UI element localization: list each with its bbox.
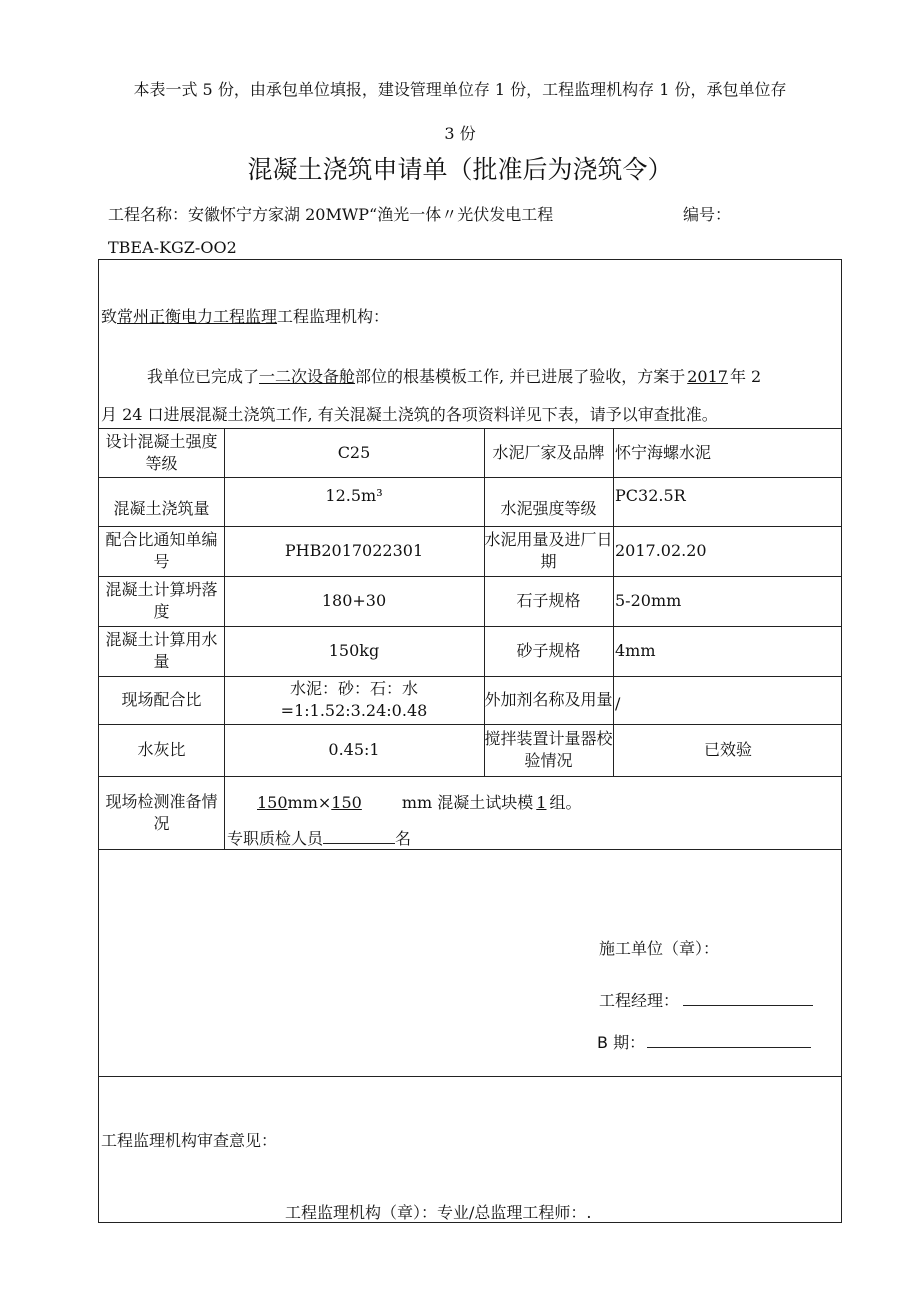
p1-text-a: 我单位已完成了 xyxy=(147,367,260,386)
review-signature-line: 工程监理机构（章）：专业/总监理工程师：. xyxy=(285,1203,592,1222)
p1-text-c: 年 2 xyxy=(729,367,762,386)
addressee-suffix: 工程监理机构： xyxy=(277,307,390,326)
project-name: 安徽怀宁方家湖 20MWP“渔光一体〃光伏发电工程 xyxy=(188,205,554,224)
value-test-block xyxy=(257,790,581,813)
distribution-note-line1: 本表一式 5 份，由承包单位填报，建设管理单位存 1 份，工程监理机构存 1 份，承包单位存 xyxy=(133,80,787,99)
value-mix-notice-no: PHB2017022301 xyxy=(284,541,424,560)
label-stone-spec: 石子规格 xyxy=(516,591,581,610)
label-water-content: 混凝土计算用水量 xyxy=(105,630,218,671)
value-pour-volume: 12.5m³ xyxy=(325,486,383,505)
label-water-cement-ratio: 水灰比 xyxy=(137,740,186,759)
value-mixer-calibration: 已效验 xyxy=(703,740,752,759)
label-mixer-calibration: 搅拌装置计量器校验情况 xyxy=(484,729,613,770)
supervisor-name: 常州正衡电力工程监理 xyxy=(117,307,278,326)
plan-year: 2017 xyxy=(687,367,728,386)
test-block-text: mm 混凝土试块模 xyxy=(401,793,534,812)
label-slump: 混凝土计算坍落度 xyxy=(105,580,218,621)
project-manager-blank xyxy=(683,1005,813,1006)
label-admixture: 外加剂名称及用量 xyxy=(484,690,613,709)
test-block-unit: 组。 xyxy=(549,793,582,812)
project-label: 工程名称： xyxy=(108,205,189,224)
review-opinion-label: 工程监理机构审查意见： xyxy=(101,1131,278,1150)
test-block-size-a: 150 xyxy=(257,793,288,812)
project-line xyxy=(108,202,553,225)
value-cement-grade: PC32.5R xyxy=(615,486,686,505)
label-cement-qty-date: 水泥用量及进厂日期 xyxy=(484,530,613,571)
inspector-suffix: 名 xyxy=(395,829,412,848)
label-pour-volume: 混凝土浇筑量 xyxy=(113,499,210,518)
date-label: B 期： xyxy=(597,1033,646,1052)
value-stone-spec: 5-20mm xyxy=(615,591,682,610)
label-site-prep: 现场检测准备情况 xyxy=(105,791,218,833)
label-cement-brand: 水泥厂家及品牌 xyxy=(492,442,605,462)
label-mix-notice-no: 配合比通知单编号 xyxy=(105,530,218,571)
test-block-size-b: 150 xyxy=(331,793,362,812)
label-site-mix-ratio: 现场配合比 xyxy=(121,690,202,709)
label-cement-grade: 水泥强度等级 xyxy=(500,499,597,518)
construction-part: 一二次设备舱 xyxy=(259,367,356,386)
value-design-grade: C25 xyxy=(337,442,371,462)
p1-text-b: 部位的根基模板工作, 并已进展了验收，方案于 xyxy=(355,367,686,386)
value-water-content: 150kg xyxy=(328,641,380,660)
value-water-cement-ratio: 0.45:1 xyxy=(328,740,380,759)
addressee-prefix: 致 xyxy=(101,307,118,326)
inspector-name-blank xyxy=(323,843,395,844)
date-line xyxy=(597,1030,811,1053)
value-cement-brand: 怀宁海螺水泥 xyxy=(615,442,712,462)
letter-paragraph-line2: 月 24 口进展混凝土浇筑工作, 有关混凝土浇筑的各项资料详见下表，请予以审查批准。 xyxy=(101,405,718,424)
value-admixture: / xyxy=(615,694,621,713)
letter-paragraph-line1 xyxy=(147,364,761,387)
form-frame xyxy=(98,259,842,1223)
label-sand-spec: 砂子规格 xyxy=(516,641,581,660)
contractor-seal-label: 施工单位（章）： xyxy=(599,939,720,958)
inspector-label: 专职质检人员 xyxy=(227,829,324,848)
distribution-note-line2: 3 份 xyxy=(444,124,476,143)
form-title: 混凝土浇筑申请单（批准后为浇筑令） xyxy=(247,155,673,184)
letter-addressee xyxy=(101,304,389,327)
value-sand-spec: 4mm xyxy=(615,641,656,660)
number-label: 编号： xyxy=(683,205,732,224)
value-slump: 180+30 xyxy=(321,591,387,610)
test-block-count: 1 xyxy=(536,793,547,812)
value-site-mix-ratio: 水泥：砂：石：水 =1:1.52:3.24:0.48 xyxy=(280,679,428,720)
project-manager-label: 工程经理： xyxy=(599,991,680,1010)
label-design-grade: 设计混凝土强度等级 xyxy=(105,431,218,473)
number-value: TBEA-KGZ-OO2 xyxy=(108,238,237,257)
value-cement-qty-date: 2017.02.20 xyxy=(615,541,707,560)
date-blank xyxy=(647,1047,811,1048)
test-block-size-mid: mm× xyxy=(287,793,332,812)
inspector-line xyxy=(227,826,411,849)
project-manager-line xyxy=(599,988,813,1011)
